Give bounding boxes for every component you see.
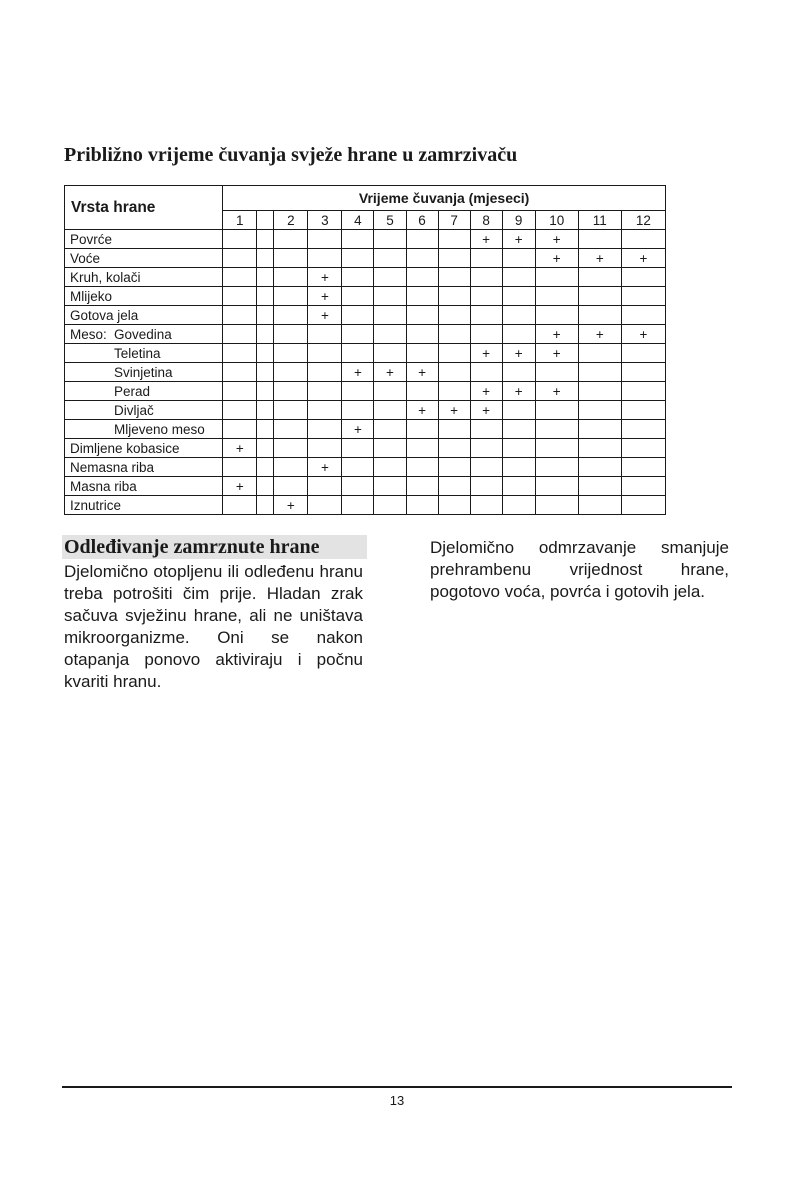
storage-mark-cell [578,477,621,496]
storage-mark-cell [374,496,406,515]
storage-mark-cell [621,268,665,287]
storage-mark-cell [578,382,621,401]
storage-mark-cell [535,268,578,287]
storage-mark-cell [470,496,502,515]
storage-mark-cell [342,439,374,458]
storage-mark-cell [621,230,665,249]
storage-mark-cell [578,306,621,325]
storage-mark-cell [257,325,274,344]
storage-mark-cell [470,420,502,439]
storage-mark-cell [308,401,342,420]
storage-mark-cell [438,230,470,249]
storage-mark-cell [406,306,438,325]
storage-mark-cell [257,420,274,439]
storage-mark-cell [342,382,374,401]
storage-mark-cell [308,344,342,363]
storage-mark-cell [535,420,578,439]
storage-mark-cell [578,420,621,439]
storage-mark-cell [578,287,621,306]
storage-mark-cell [342,496,374,515]
storage-mark-cell [257,344,274,363]
storage-mark-cell [470,306,502,325]
footer-divider [62,1086,732,1088]
storage-mark-cell [308,420,342,439]
storage-mark-cell [274,230,308,249]
paragraph-right: Djelomično odmrzavanje smanjuje prehrambenu vrijednost hrane, pogotovo voća, povrća i gotovih jela. [430,538,729,601]
storage-mark-cell: + [274,496,308,515]
storage-mark-cell [374,268,406,287]
storage-mark-cell [274,420,308,439]
storage-mark-cell [578,439,621,458]
storage-mark-cell [406,268,438,287]
table-body [65,186,666,515]
storage-mark-cell [502,496,535,515]
storage-mark-cell [578,363,621,382]
storage-mark-cell: + [374,363,406,382]
food-name-cell [65,249,223,268]
storage-mark-cell [374,249,406,268]
storage-time-header: Vrijeme čuvanja (mjeseci) [223,186,666,211]
storage-mark-cell [535,477,578,496]
storage-mark-cell [406,344,438,363]
storage-mark-cell [223,363,257,382]
storage-mark-cell: + [308,458,342,477]
storage-mark-cell [578,401,621,420]
table-row [65,287,666,306]
storage-mark-cell: + [535,382,578,401]
page-number: 13 [389,1093,405,1108]
storage-mark-cell [438,439,470,458]
storage-mark-cell [274,401,308,420]
storage-mark-cell [406,249,438,268]
storage-mark-cell: + [223,439,257,458]
storage-mark-cell [621,382,665,401]
storage-mark-cell: + [342,363,374,382]
month-header-cell: 5 [374,211,406,230]
table-header-row [65,186,666,211]
storage-mark-cell [223,344,257,363]
storage-mark-cell: + [470,230,502,249]
table-row [65,249,666,268]
storage-mark-cell [438,420,470,439]
storage-mark-cell [274,306,308,325]
table-row [65,382,666,401]
storage-mark-cell [223,420,257,439]
storage-mark-cell [257,439,274,458]
month-header-cell: 6 [406,211,438,230]
storage-mark-cell [342,287,374,306]
month-header-cell: 4 [342,211,374,230]
storage-mark-cell [274,477,308,496]
storage-mark-cell [257,363,274,382]
storage-mark-cell [621,477,665,496]
food-name-cell [65,401,223,420]
storage-mark-cell [406,458,438,477]
storage-mark-cell [621,496,665,515]
month-header-cell: 10 [535,211,578,230]
storage-mark-cell [621,363,665,382]
storage-mark-cell: + [308,268,342,287]
storage-mark-cell [308,382,342,401]
storage-mark-cell: + [535,344,578,363]
storage-mark-cell [502,325,535,344]
food-name-cell [65,306,223,325]
storage-mark-cell [308,363,342,382]
storage-mark-cell [578,344,621,363]
food-name-cell [65,344,223,363]
storage-mark-cell [342,230,374,249]
table-row [65,363,666,382]
table-row [65,306,666,325]
storage-mark-cell [438,287,470,306]
storage-mark-cell [406,420,438,439]
storage-mark-cell [621,401,665,420]
storage-mark-cell [438,363,470,382]
food-name-cell [65,230,223,249]
storage-mark-cell [308,477,342,496]
storage-mark-cell [308,230,342,249]
storage-mark-cell [502,268,535,287]
storage-mark-cell: + [406,363,438,382]
storage-mark-cell [438,306,470,325]
storage-mark-cell [621,420,665,439]
storage-mark-cell [257,458,274,477]
storage-mark-cell [502,249,535,268]
food-name-cell [65,458,223,477]
storage-mark-cell [374,458,406,477]
storage-mark-cell [470,325,502,344]
storage-mark-cell: + [223,477,257,496]
storage-mark-cell [535,287,578,306]
storage-mark-cell [308,496,342,515]
month-header-cell: 12 [621,211,665,230]
storage-mark-cell [223,230,257,249]
storage-mark-cell [438,344,470,363]
storage-mark-cell [535,401,578,420]
storage-mark-cell [342,344,374,363]
month-header-cell: 1 [223,211,257,230]
storage-mark-cell [374,344,406,363]
storage-mark-cell [470,439,502,458]
storage-mark-cell [438,249,470,268]
storage-mark-cell [438,382,470,401]
storage-mark-cell: + [406,401,438,420]
storage-mark-cell [535,496,578,515]
storage-mark-cell [470,363,502,382]
storage-mark-cell [374,382,406,401]
storage-mark-cell [274,287,308,306]
storage-mark-cell: + [502,382,535,401]
month-header-cell: 3 [308,211,342,230]
food-name: Mljeveno meso [114,421,205,437]
storage-mark-cell [502,420,535,439]
food-name-cell [65,420,223,439]
storage-mark-cell [308,325,342,344]
storage-mark-cell [257,382,274,401]
food-name-cell [65,287,223,306]
storage-mark-cell: + [621,249,665,268]
storage-mark-cell [223,287,257,306]
storage-mark-cell [342,268,374,287]
table-row [65,439,666,458]
storage-mark-cell [502,306,535,325]
month-header-cell: 7 [438,211,470,230]
storage-mark-cell: + [342,420,374,439]
storage-mark-cell [274,363,308,382]
storage-mark-cell [274,268,308,287]
storage-mark-cell: + [308,306,342,325]
storage-mark-cell [578,230,621,249]
storage-mark-cell [470,477,502,496]
food-name-cell [65,439,223,458]
table-row [65,230,666,249]
table-row [65,325,666,344]
storage-mark-cell [502,439,535,458]
storage-mark-cell [342,306,374,325]
storage-mark-cell [223,249,257,268]
food-name: Povrće [70,231,113,247]
storage-mark-cell [406,325,438,344]
storage-mark-cell [438,325,470,344]
storage-mark-cell [406,382,438,401]
month-header-cell: 9 [502,211,535,230]
food-name-cell [65,268,223,287]
storage-mark-cell [621,344,665,363]
storage-mark-cell [621,458,665,477]
storage-mark-cell [308,439,342,458]
storage-mark-cell [406,496,438,515]
page-title: Približno vrijeme čuvanja svježe hrane u zamrzivaču [64,144,518,166]
storage-mark-cell: + [535,249,578,268]
storage-mark-cell [621,439,665,458]
food-name: Svinjetina [114,364,173,380]
storage-mark-cell: + [470,382,502,401]
food-name: Teletina [114,345,161,361]
storage-mark-cell [342,325,374,344]
storage-mark-cell: + [535,325,578,344]
food-name: Govedina [114,326,172,342]
storage-mark-cell [257,401,274,420]
section-heading: Odleđivanje zamrznute hrane [62,535,367,559]
month-header-cell: 8 [470,211,502,230]
storage-mark-cell: + [621,325,665,344]
food-name: Nemasna riba [70,459,155,475]
storage-mark-cell [274,458,308,477]
storage-mark-cell [274,344,308,363]
month-header-cell [257,211,274,230]
paragraph-left: Djelomično otopljenu ili odleđenu hranu treba potrošiti čim prije. Hladan zrak sačuva svježinu hrane, ali ne uništava mikroorganizme. Oni se nakon otapanja ponovo aktiviraju i počnu kvariti hranu. [64,562,363,691]
storage-mark-cell [502,477,535,496]
table-row [65,477,666,496]
storage-mark-cell [535,458,578,477]
storage-mark-cell [578,268,621,287]
storage-mark-cell [470,268,502,287]
storage-mark-cell [438,477,470,496]
storage-mark-cell [374,439,406,458]
storage-mark-cell: + [502,230,535,249]
storage-mark-cell: + [535,230,578,249]
storage-mark-cell [223,268,257,287]
storage-mark-cell [502,458,535,477]
storage-mark-cell [257,230,274,249]
food-name: Masna riba [70,478,137,494]
storage-mark-cell [406,477,438,496]
storage-mark-cell [502,287,535,306]
storage-mark-cell [406,230,438,249]
storage-mark-cell [406,287,438,306]
storage-mark-cell [223,306,257,325]
food-name: Mlijeko [70,288,113,304]
storage-mark-cell [257,306,274,325]
storage-mark-cell [578,458,621,477]
storage-mark-cell [502,401,535,420]
storage-mark-cell: + [578,249,621,268]
storage-mark-cell [223,325,257,344]
month-header-cell: 11 [578,211,621,230]
storage-mark-cell [535,363,578,382]
storage-mark-cell [342,458,374,477]
storage-mark-cell: + [470,344,502,363]
food-name: Iznutrice [70,497,122,513]
storage-mark-cell [374,325,406,344]
storage-mark-cell [374,287,406,306]
storage-mark-cell [257,496,274,515]
table-row [65,268,666,287]
table-row [65,458,666,477]
storage-mark-cell [223,458,257,477]
meat-group-label: Meso: [70,326,107,342]
storage-mark-cell [438,496,470,515]
storage-mark-cell: + [470,401,502,420]
table-row [65,344,666,363]
storage-mark-cell [374,230,406,249]
storage-mark-cell [274,325,308,344]
storage-mark-cell [223,401,257,420]
storage-mark-cell [274,249,308,268]
table-row [65,401,666,420]
storage-mark-cell [470,249,502,268]
storage-mark-cell [342,249,374,268]
storage-mark-cell: + [502,344,535,363]
storage-mark-cell [535,439,578,458]
storage-mark-cell [374,477,406,496]
storage-mark-cell [223,496,257,515]
food-name: Dimljene kobasice [70,440,180,456]
food-name-cell [65,477,223,496]
storage-mark-cell: + [578,325,621,344]
food-name: Gotova jela [70,307,139,323]
table-row [65,496,666,515]
storage-mark-cell [374,401,406,420]
storage-mark-cell: + [438,401,470,420]
food-name: Kruh, kolači [70,269,141,285]
storage-mark-cell [470,287,502,306]
storage-mark-cell [342,401,374,420]
storage-mark-cell [470,458,502,477]
storage-mark-cell [374,420,406,439]
food-name-cell [65,325,223,344]
storage-mark-cell [257,268,274,287]
storage-mark-cell [438,268,470,287]
storage-time-table [64,185,666,515]
food-name-cell [65,363,223,382]
storage-mark-cell [257,477,274,496]
storage-mark-cell [274,382,308,401]
food-name: Divljač [114,402,154,418]
food-name-cell [65,382,223,401]
storage-mark-cell [502,363,535,382]
food-type-header: Vrsta hrane [65,186,223,230]
storage-mark-cell [342,477,374,496]
storage-mark-cell [257,287,274,306]
storage-mark-cell [578,496,621,515]
storage-mark-cell [621,287,665,306]
storage-mark-cell [406,439,438,458]
storage-mark-cell: + [308,287,342,306]
storage-mark-cell [535,306,578,325]
food-name-cell [65,496,223,515]
storage-mark-cell [374,306,406,325]
food-name: Voće [70,250,101,266]
storage-mark-cell [621,306,665,325]
food-name: Perad [114,383,151,399]
month-header-cell: 2 [274,211,308,230]
storage-mark-cell [274,439,308,458]
storage-mark-cell [438,458,470,477]
storage-mark-cell [257,249,274,268]
table-row [65,420,666,439]
storage-mark-cell [223,382,257,401]
storage-mark-cell [308,249,342,268]
